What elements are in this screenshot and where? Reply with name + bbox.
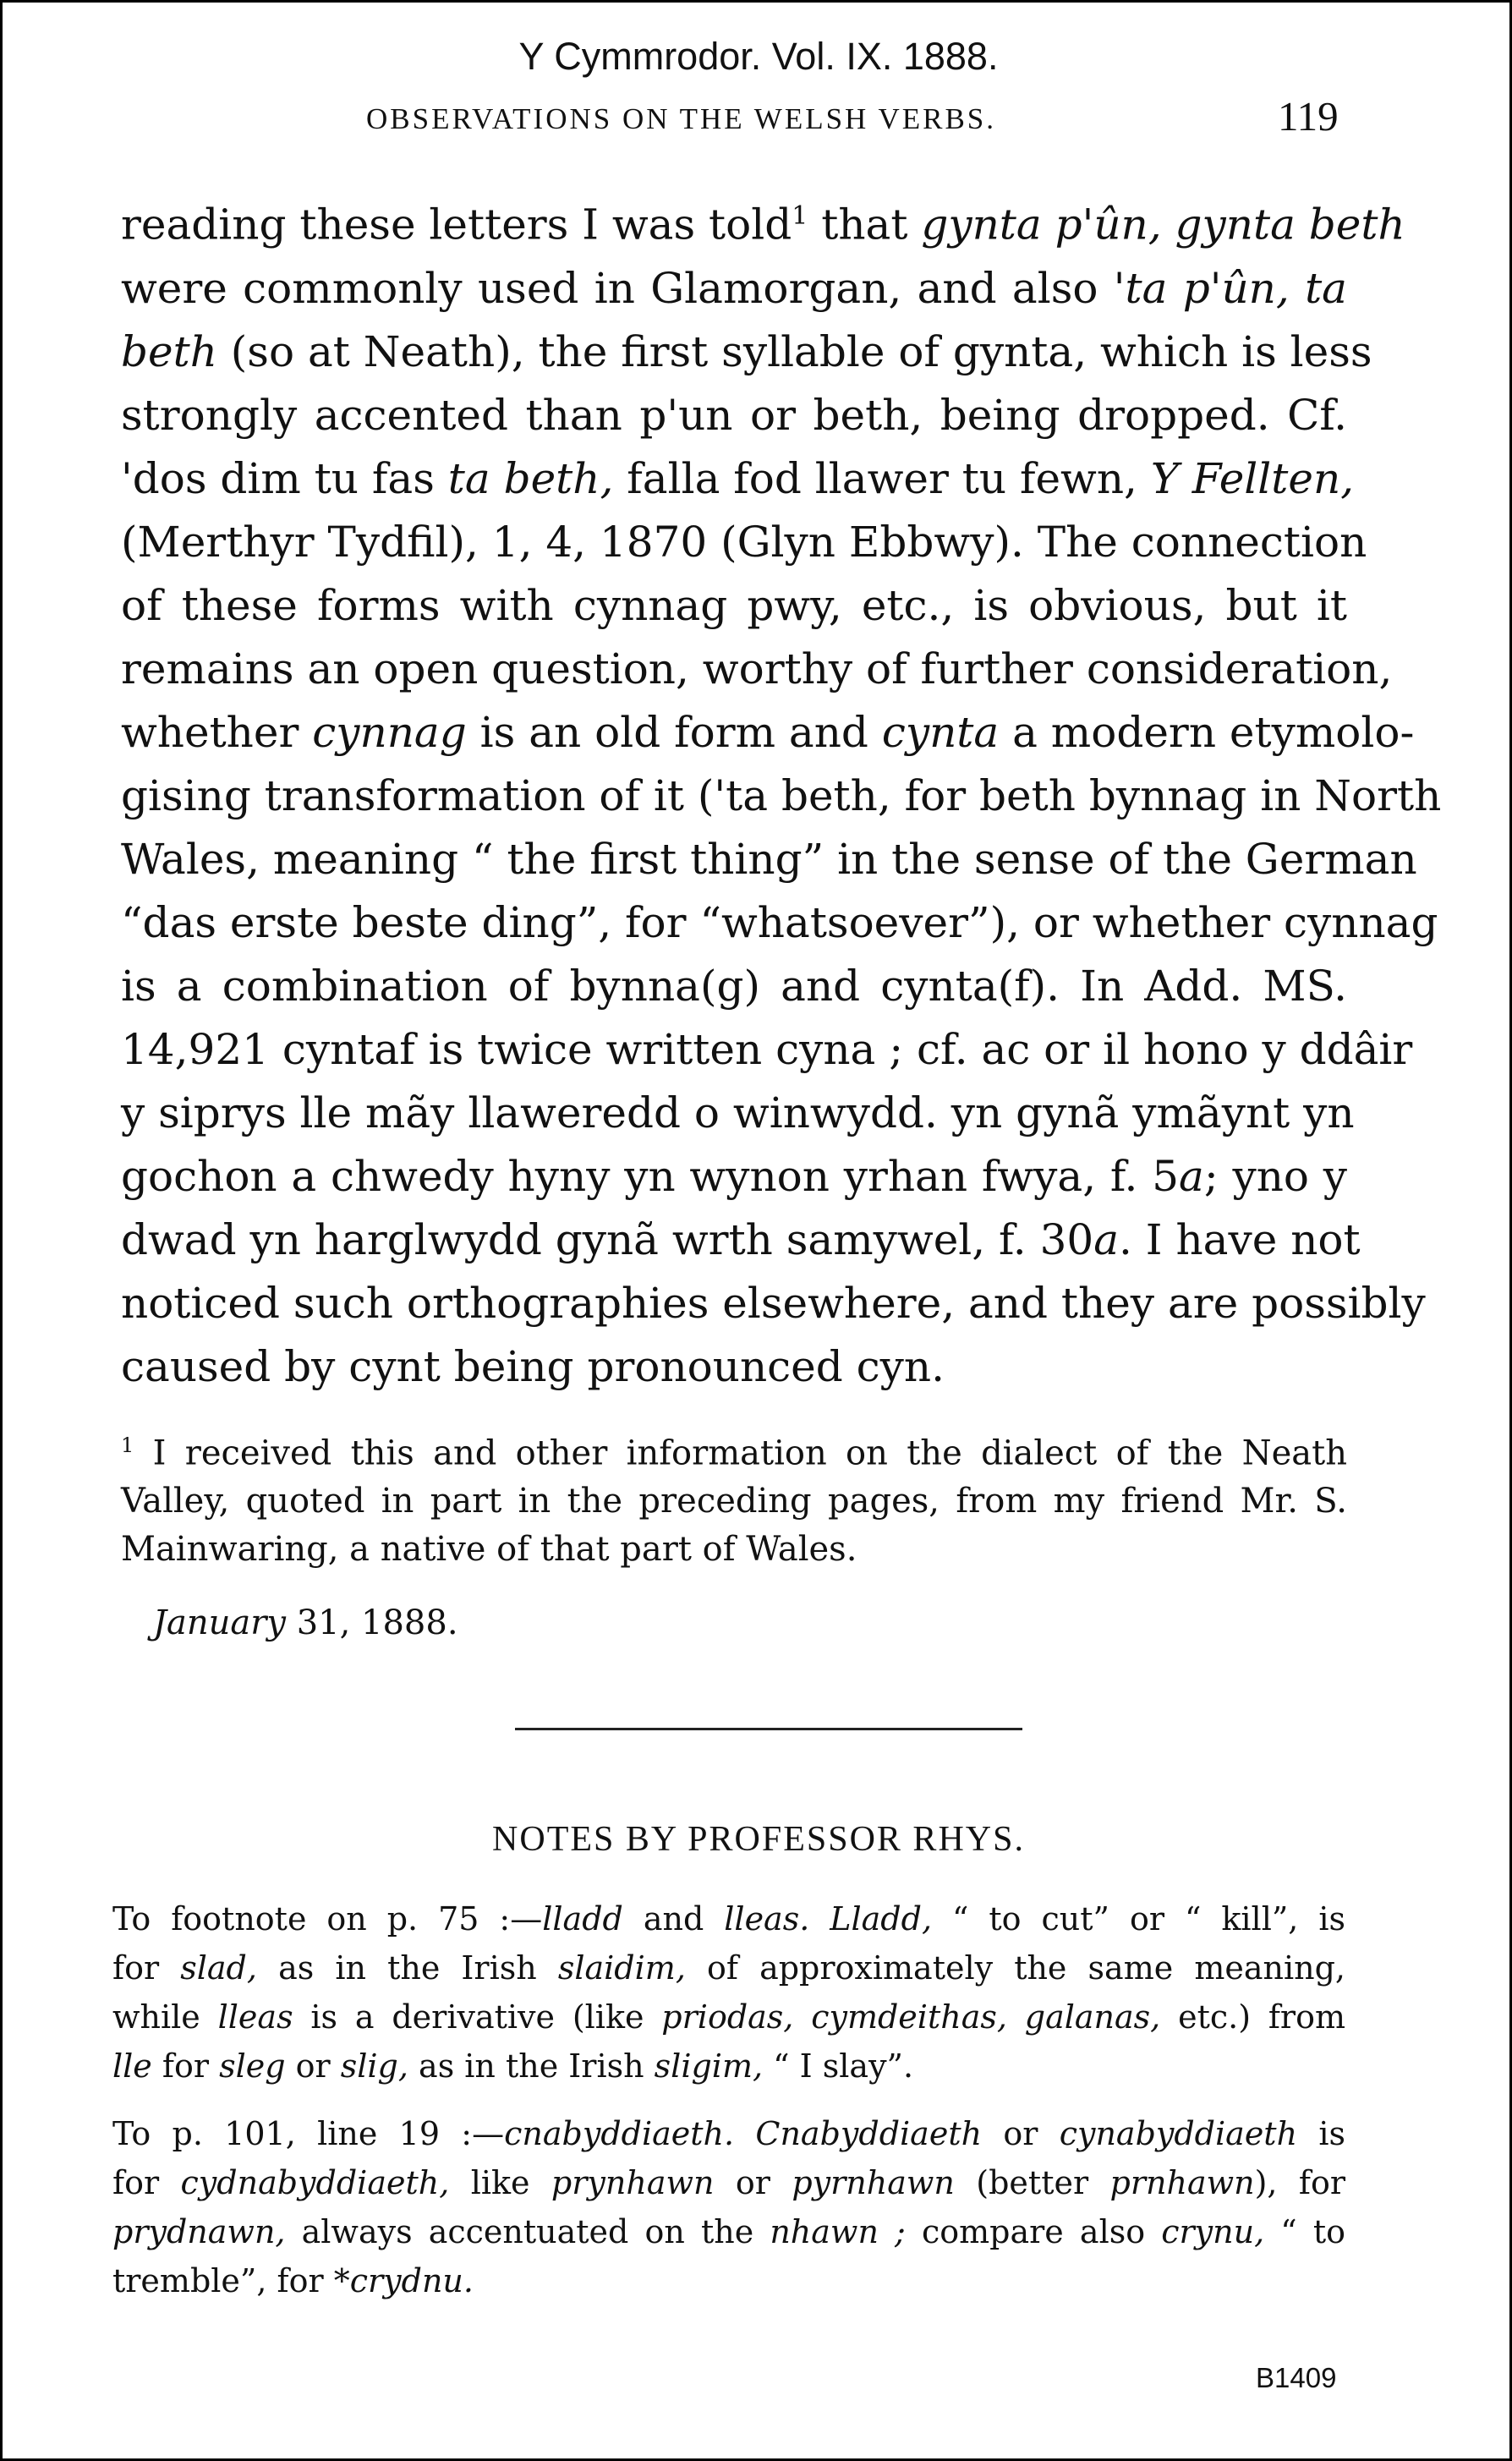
text-run: caused by cynt being pronounced cyn.: [121, 1341, 945, 1391]
text-run: a modern etymolo-: [999, 707, 1415, 757]
text-run: were commonly used in Glamorgan, and also: [121, 263, 1114, 313]
italic-text: sleg: [219, 2047, 286, 2085]
text-line: [112, 1894, 1345, 1943]
text-line: [121, 1422, 1347, 1477]
text-run: like: [449, 2164, 551, 2201]
section-divider: [515, 1728, 1022, 1730]
text-line: [112, 2256, 1345, 2305]
italic-text: lleas.: [724, 1900, 810, 1938]
text-line: [121, 384, 1347, 447]
text-line: [121, 1272, 1426, 1335]
text-run: etc.) from: [1160, 1998, 1346, 2036]
italic-text: cydnabyddiaeth,: [180, 2164, 450, 2201]
text-run: “ I slay”.: [763, 2047, 914, 2085]
italic-text: a: [1093, 1214, 1120, 1264]
text-run: dwad yn harglwydd gynã wrth samywel, f. 30: [121, 1214, 1094, 1264]
notes-section: [112, 1894, 1345, 2324]
text-run: falla fod llawer tu fewn,: [613, 453, 1151, 503]
text-line: [121, 955, 1347, 1018]
text-line: [112, 2109, 1345, 2158]
italic-text: ta beth,: [447, 453, 614, 503]
text-run: (so at Neath), the first syllable of gynta, which is less: [216, 326, 1372, 376]
italic-text: Cnabyddiaeth: [755, 2115, 983, 2152]
text-run: tremble”, for *: [112, 2262, 350, 2299]
text-line: [112, 2207, 1345, 2256]
italic-text: slad,: [180, 1949, 257, 1987]
text-run: “ to: [1264, 2213, 1346, 2250]
text-line: [121, 1526, 1347, 1574]
text-run: Valley, quoted in part in the preceding pages, from my friend Mr. S.: [121, 1482, 1347, 1521]
italic-text: cynnag: [312, 707, 467, 757]
text-line: [121, 891, 1438, 955]
text-run: “das erste beste ding”, for “whatsoever”), or whether cynnag: [121, 897, 1438, 947]
text-run: while: [112, 1998, 218, 2036]
text-line: [121, 447, 1355, 511]
italic-text: pyrnhawn: [792, 2164, 955, 2201]
text-run: always accentuated on the: [285, 2213, 770, 2250]
text-run: 'dos dim tu fas: [121, 453, 448, 503]
footnote: [121, 1422, 1347, 1574]
text-line: [121, 511, 1367, 574]
text-run: whether: [121, 707, 313, 757]
text-run: compare also: [905, 2213, 1162, 2250]
text-run: gising transformation of it ('ta beth, for beth bynnag in North: [121, 770, 1442, 820]
text-run: 14,921 cyntaf is twice written cyna ; cf. ac or il hono y ddâir: [121, 1024, 1413, 1074]
note-paragraph: [112, 1894, 1345, 2091]
text-run: is a combination of bynna(g) and cynta(f). In Add. MS.: [121, 961, 1347, 1011]
italic-text: Lladd,: [830, 1900, 933, 1938]
text-run: (Merthyr Tydfil), 1, 4, 1870 (Glyn Ebbwy). The connection: [121, 517, 1367, 567]
text-line: [112, 1992, 1345, 2042]
text-run: noticed such orthographies elsewhere, and they are possibly: [121, 1278, 1426, 1328]
italic-text: slig,: [340, 2047, 408, 2085]
footnote-marker: 1: [121, 1433, 134, 1457]
text-run: 31, 1888.: [285, 1603, 458, 1642]
text-run: for: [112, 2164, 181, 2201]
page-number: 119: [1278, 93, 1339, 140]
text-run: . I have not: [1119, 1214, 1361, 1264]
text-run: as in the Irish: [408, 2047, 655, 2085]
text-run: To p. 101, line 19 :—: [112, 2115, 505, 2152]
italic-text: Y Fellten,: [1150, 453, 1355, 503]
italic-text: lleas: [217, 1998, 293, 2036]
text-run: for: [112, 1949, 181, 1987]
text-line: [112, 2042, 1345, 2091]
italic-text: crynu,: [1161, 2213, 1265, 2250]
text-line: [121, 638, 1393, 701]
text-run: gochon a chwedy hyny yn wynon yrhan fwya, f. 5: [121, 1151, 1180, 1201]
running-head: OBSERVATIONS ON THE WELSH VERBS.: [366, 102, 997, 135]
text-run: or: [285, 2047, 341, 2085]
italic-text: January: [153, 1603, 286, 1642]
italic-text: cnabyddiaeth.: [504, 2115, 735, 2152]
text-run: is a derivative (like: [293, 1998, 662, 2036]
italic-text: priodas, cymdeithas, galanas,: [661, 1998, 1161, 2036]
text-run: Mainwaring, a native of that part of Wales.: [121, 1530, 857, 1570]
text-line: [112, 2158, 1345, 2207]
text-run: as in the Irish: [256, 1949, 558, 1987]
italic-text: gynta p'ûn, gynta beth: [921, 200, 1405, 249]
reference-code: B1409: [1256, 2362, 1337, 2393]
text-line: [121, 828, 1417, 891]
italic-text: cynta: [881, 707, 1000, 757]
text-run: strongly accented than p'un or beth, being dropped. Cf.: [121, 390, 1347, 440]
italic-text: prynhawn: [551, 2164, 715, 2201]
italic-text: a: [1179, 1151, 1204, 1201]
text-line: [121, 701, 1415, 765]
text-line: [121, 574, 1347, 638]
text-run: that: [808, 200, 922, 249]
italic-text: slaidim,: [557, 1949, 686, 1987]
text-run: [809, 1900, 830, 1938]
italic-text: cynabyddiaeth: [1059, 2115, 1298, 2152]
text-run: y siprys lle mãy llaweredd o winwydd. yn gynã ymãynt yn: [121, 1088, 1355, 1137]
text-line: [121, 1209, 1361, 1272]
text-run: [734, 2115, 755, 2152]
text-run: is an old form and: [466, 707, 882, 757]
text-run: ), for: [1254, 2164, 1346, 2201]
text-run: reading these letters I was told: [121, 200, 792, 249]
italic-text: lle: [112, 2047, 152, 2085]
text-line: [121, 184, 1405, 257]
text-run: I received this and other information on the dialect of the Neath: [134, 1433, 1347, 1473]
notes-heading: NOTES BY PROFESSOR RHYS.: [492, 1820, 1025, 1859]
text-run: of approximately the same meaning,: [685, 1949, 1346, 1987]
text-run: or: [714, 2164, 792, 2201]
italic-text: beth: [121, 326, 217, 376]
text-line: [121, 1335, 1347, 1399]
text-run: remains an open question, worthy of further consideration,: [121, 644, 1393, 693]
italic-text: crydnu.: [349, 2262, 474, 2299]
text-run: for: [151, 2047, 220, 2085]
text-run: Wales, meaning “ the first thing” in the sense of the German: [121, 834, 1417, 884]
text-line: [121, 1018, 1413, 1082]
text-line: [121, 321, 1372, 384]
text-run: (better: [954, 2164, 1110, 2201]
text-run: and: [622, 1900, 725, 1938]
italic-text: prnhawn: [1109, 2164, 1255, 2201]
text-line: [121, 257, 1347, 321]
text-run: or: [982, 2115, 1060, 2152]
italic-text: sligim,: [654, 2047, 764, 2085]
italic-text: 'ta p'ûn, ta: [1113, 263, 1347, 313]
text-line: [121, 1477, 1347, 1526]
italic-text: prydnawn,: [112, 2213, 286, 2250]
text-line: [121, 1145, 1347, 1209]
text-run: “ to cut” or “ kill”, is: [932, 1900, 1345, 1938]
text-run: ; yno y: [1203, 1151, 1347, 1201]
journal-title: Y Cymmrodor. Vol. IX. 1888.: [518, 35, 999, 78]
text-run: is: [1297, 2115, 1345, 2152]
italic-text: nhawn ;: [770, 2213, 906, 2250]
text-line: [112, 1943, 1345, 1992]
text-line: [121, 765, 1442, 828]
body-text: [121, 184, 1442, 1399]
text-run: To footnote on p. 75 :—: [112, 1900, 543, 1938]
text-run: of these forms with cynnag pwy, etc., is obvious, but it: [121, 580, 1347, 630]
note-paragraph: [112, 2109, 1345, 2305]
date-line: [153, 1603, 458, 1642]
footnote-marker: 1: [792, 201, 808, 231]
text-line: [121, 1082, 1355, 1145]
italic-text: lladd: [542, 1900, 623, 1938]
